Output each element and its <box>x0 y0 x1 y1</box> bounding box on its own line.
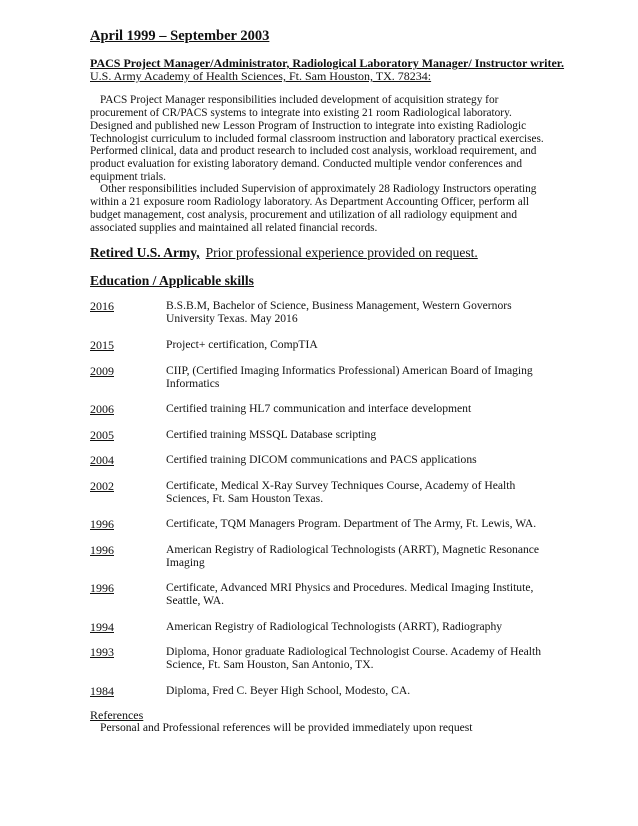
education-description: CIIP, (Certified Imaging Informatics Professional) American Board of Imaging Informatics <box>166 364 533 390</box>
education-year: 2015 <box>90 338 114 352</box>
education-description: B.S.B.M, Bachelor of Science, Business Management, Western Governors University Texas. May 2016 <box>166 299 512 325</box>
education-year: 2009 <box>90 364 114 378</box>
job-organization: U.S. Army Academy of Health Sciences, Ft. Sam Houston, TX. 78234: <box>90 69 432 83</box>
references-text: Personal and Professional references will be provided immediately upon request <box>100 721 473 734</box>
job-description-paragraph-2: Other responsibilities included Supervision of approximately 28 Radiology Instructors operating within a 21 exposure room Radiology laboratory. As Department Accounting Officer, perform all budget management, cost analysis, procurement and utilization of all radiology equipment and associated supplies and maintained all related financial records. <box>90 183 537 234</box>
education-description: American Registry of Radiological Technologists (ARRT), Magnetic Resonance Imaging <box>166 543 540 569</box>
education-description: American Registry of Radiological Technologists (ARRT), Radiography <box>166 620 503 633</box>
education-year: 1993 <box>90 645 114 659</box>
education-description: Diploma, Honor graduate Radiological Technologist Course. Academy of Health Science, Ft. Sam Houston, San Antonio, TX. <box>166 645 542 671</box>
education-description: Diploma, Fred C. Beyer High School, Modesto, CA. <box>166 684 411 697</box>
education-heading: Education / Applicable skills <box>90 273 254 288</box>
education-year: 2002 <box>90 479 114 493</box>
education-description: Certified training HL7 communication and interface development <box>166 402 472 415</box>
education-year: 1996 <box>90 543 114 557</box>
employment-date-range: April 1999 – September 2003 <box>90 28 270 44</box>
retired-label: Retired U.S. Army, <box>90 245 200 260</box>
education-year: 2005 <box>90 428 114 442</box>
education-description: Certificate, Advanced MRI Physics and Procedures. Medical Imaging Institute, Seattle, WA. <box>166 581 534 607</box>
education-description: Certified training DICOM communications and PACS applications <box>166 453 477 466</box>
job-title: PACS Project Manager/Administrator, Radiological Laboratory Manager/ Instructor writer. <box>90 56 565 70</box>
education-description: Certified training MSSQL Database scripting <box>166 428 377 441</box>
education-year: 1996 <box>90 517 114 531</box>
retired-statement <box>90 245 478 261</box>
retired-text: Prior professional experience provided on request. <box>205 245 478 260</box>
education-year: 1994 <box>90 620 114 634</box>
education-year: 2004 <box>90 453 114 467</box>
education-year: 1996 <box>90 581 114 595</box>
education-description: Certificate, Medical X-Ray Survey Techniques Course, Academy of Health Sciences, Ft. Sam Houston Texas. <box>166 479 516 505</box>
education-year: 2006 <box>90 402 114 416</box>
education-year: 1984 <box>90 684 114 698</box>
references-label: References <box>90 708 144 722</box>
job-description-paragraph-1: PACS Project Manager responsibilities included development of acquisition strategy for procurement of CR/PACS systems to integrate into existing 21 room Radiological laboratory. Designed and published new Lesson Program of Instruction to integrate into existing Radiologic Technologist curriculum to included formal classroom instruction and laboratory practical exercises. Performed clinical, data and product research to included cost analysis, workload requirement, and product evaluation for existing laboratory demand. Conducted multiple vendor conferences and equipment trials. <box>90 94 544 184</box>
education-year: 2016 <box>90 299 114 313</box>
education-description: Project+ certification, CompTIA <box>166 338 318 351</box>
education-description: Certificate, TQM Managers Program. Department of The Army, Ft. Lewis, WA. <box>166 517 537 530</box>
